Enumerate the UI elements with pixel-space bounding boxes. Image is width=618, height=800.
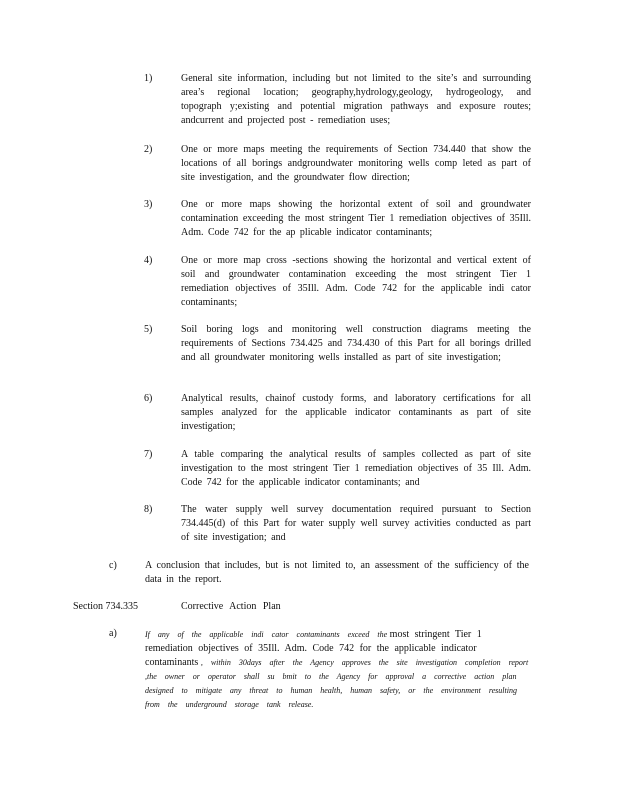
- section-number: Section 734.335: [73, 601, 138, 612]
- item-text: Soil boring logs and monitoring well construction diagrams meeting the requirements of Sections 734.425 and 734.430 of this Part for all borings drilled and all groundwater monitoring wells installed as part of site investigation;: [181, 324, 531, 363]
- subsection-c-text: A conclusion that includes, but is not limited to, an assessment of the sufficiency of the data in the report.: [145, 560, 529, 585]
- item-text: Analytical results, chainof custody forms, and laboratory certifications for all samples analyzed for the applicable indicator contaminants as part of site investigation;: [181, 393, 531, 432]
- section-title: Corrective Action Plan: [181, 601, 281, 612]
- item-number: 1): [144, 73, 153, 84]
- subsection-a-normal-text: most stringent Tier 1 remediation objectives of 35Ill. Adm. Code 742 for the applicable indicator contaminants: [145, 629, 482, 668]
- item-text: One or more maps showing the horizontal extent of soil and groundwater contamination exceeding the most stringent Tier 1 remediation objectives of 35Ill. Adm. Code 742 for the ap plicable indicator contaminants;: [181, 199, 531, 238]
- item-number: 2): [144, 144, 153, 155]
- subsection-a-italic-tail: , within 30days after the Agency approves the site investigation completion report ,the owner or operator shall su bmit to the Agency for approval a corrective action plan designed to mitigate any threat to human health, human safety, or the environment resulting from the underground storage tank release.: [145, 658, 529, 709]
- item-text: One or more maps meeting the requirements of Section 734.440 that show the locations of all borings andgroundwater monitoring wells comp leted as part of site investigation, and the groundwater flow direction;: [181, 144, 531, 183]
- item-number: 7): [144, 449, 153, 460]
- item-number: 8): [144, 504, 153, 515]
- item-number: 5): [144, 324, 153, 335]
- item-text: One or more map cross -sections showing the horizontal and vertical extent of soil and groundwater contamination exceeding the most stringent Tier 1 remediation objectives of 35Ill. Adm. Code 742 for the applicable indi cator contaminants;: [181, 255, 531, 308]
- subsection-a-text: [145, 628, 530, 712]
- item-text: A table comparing the analytical results of samples collected as part of site investigation to the most stringent Tier 1 remediation objectives of 35 Ill. Adm. Code 742 for the applicable indicator contaminants; and: [181, 449, 531, 488]
- subsection-c-number: c): [109, 560, 117, 571]
- item-number: 6): [144, 393, 153, 404]
- item-text: The water supply well survey documentation required pursuant to Section 734.445(d) of this Part for water supply well survey activities conducted as part of site investigation; and: [181, 504, 531, 543]
- subsection-a-number: a): [109, 628, 117, 639]
- item-number: 3): [144, 199, 153, 210]
- subsection-a-italic-lead: If any of the applicable indi cator contaminants exceed the: [145, 630, 388, 639]
- item-text: General site information, including but not limited to the site’s and surrounding area’s regional location; geography,hydrology,geology, hydrogeology, and topograph y;existing and potential migration pathways and exposure routes; andcurrent and projected post - remediation uses;: [181, 73, 531, 126]
- item-number: 4): [144, 255, 153, 266]
